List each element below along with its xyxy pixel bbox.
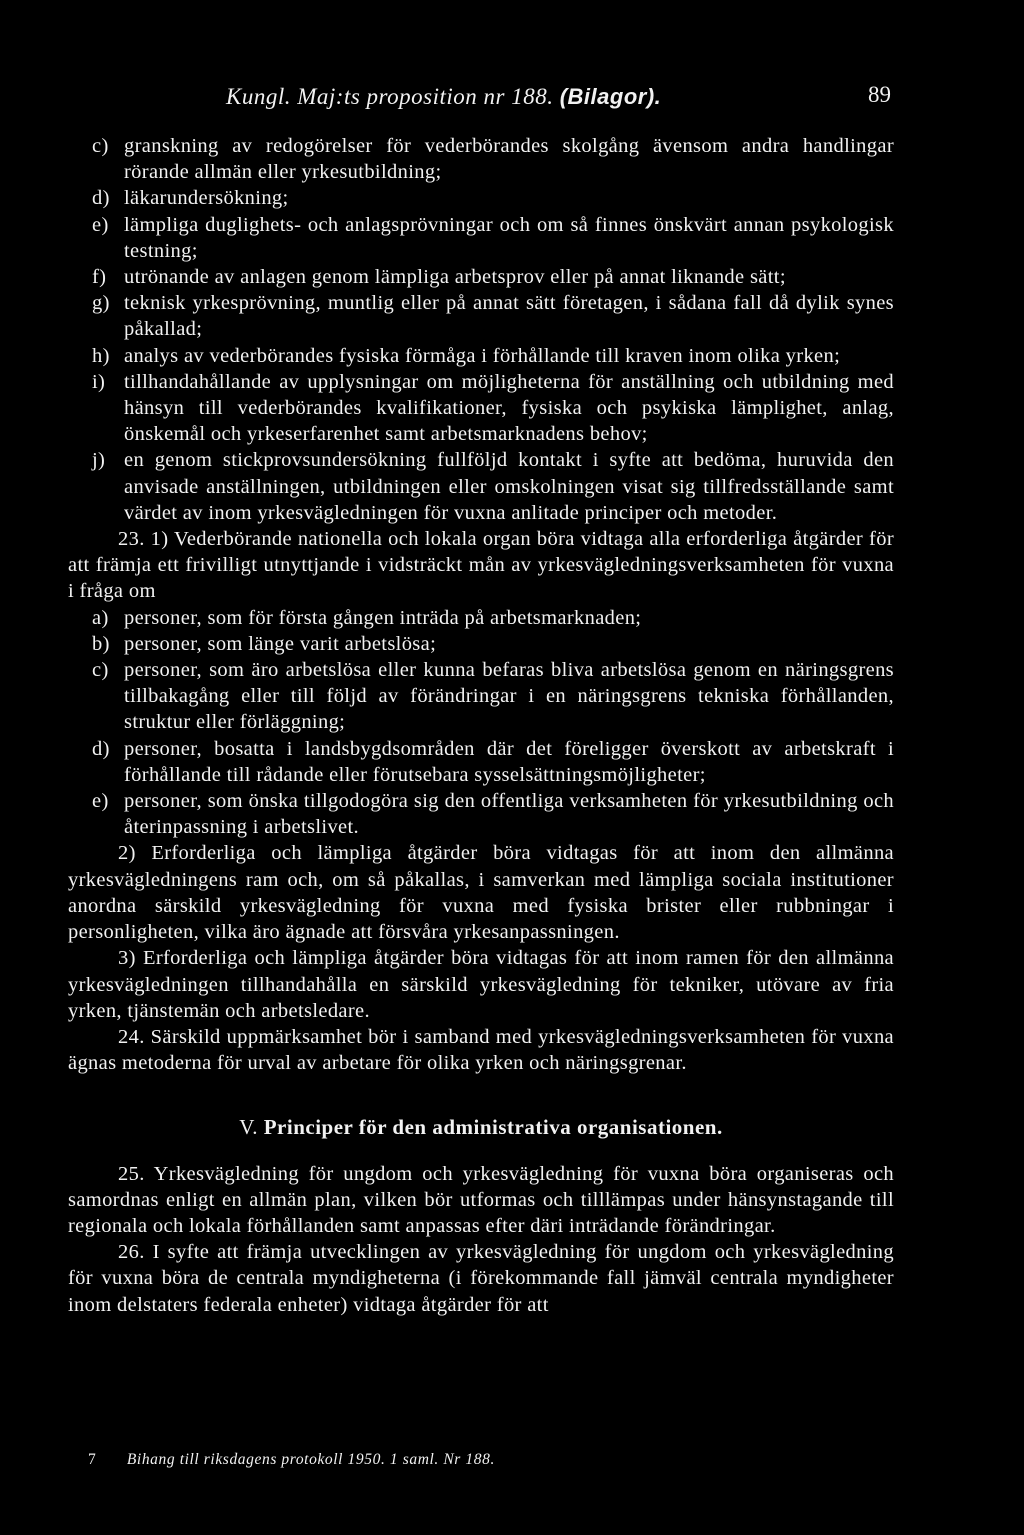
list-item-label: e) — [92, 790, 109, 813]
section-heading — [68, 1114, 894, 1140]
list-item-label: c) — [92, 659, 109, 682]
list-item-label: c) — [92, 135, 109, 157]
list-item-text: personer, bosatta i landsbygdsområden där det föreligger överskott av arbetskraft i förhållande till rådande eller förutsebara sysselsättningsmöjligheter; — [124, 737, 894, 786]
list-item — [68, 290, 894, 342]
list-item — [68, 369, 894, 448]
list-item — [68, 447, 894, 526]
page-number: 89 — [868, 82, 891, 107]
list-item-text: personer, som äro arbetslösa eller kunna befaras bliva arbetslösa genom en näringsgrens tillbakagång eller till följd av förändringar i en näringsgrens tekniska förhållanden, struktur eller förläggning; — [124, 659, 894, 734]
header-bilagor: (Bilagor). — [559, 84, 662, 109]
list-item-text: personer, som önska tillgodogöra sig den offentliga verksamheten för yrkesutbildning och återinpassning i arbetslivet. — [124, 790, 894, 839]
paragraph-23-1: 23. 1) Vederbörande nationella och lokala organ böra vidtaga alla erforderliga åtgärder för att främja ett frivilligt utnyttjande i vidsträckt mån av yrkesvägledningsverksamheten för vuxna i fråga om — [68, 528, 894, 603]
list-item-text: personer, som länge varit arbetslösa; — [124, 632, 437, 655]
section-heading-number: V. — [239, 1115, 258, 1140]
body-text — [68, 133, 894, 1318]
list-item — [68, 133, 894, 185]
list-item — [68, 343, 894, 369]
paragraph-24: 24. Särskild uppmärksamhet bör i samband med yrkesvägledningsverksamheten för vuxna ägnas metoderna för urval av arbetare för olika yrken och näringsgrenar. — [68, 1025, 894, 1075]
list-item-label: h) — [92, 344, 110, 367]
list-item-text: utrönande av anlagen genom lämpliga arbetsprov eller på annat liknande sätt; — [124, 266, 786, 289]
list-item-label: e) — [92, 213, 109, 236]
header-title — [226, 84, 661, 110]
section-heading-text: Principer för den administrativa organisationen. — [263, 1115, 723, 1140]
paragraph-26: 26. I syfte att främja utvecklingen av yrkesvägledning för ungdom och yrkesvägledning för vuxna böra de centrala myndigheterna (i förekommande fall jämväl centrala myndigheter inom delstaters federala enheter) vidtaga åtgärder för att — [68, 1241, 894, 1316]
list-item — [68, 264, 894, 290]
list-item — [68, 657, 894, 736]
list-item-text: granskning av redogörelser för vederbörandes skolgång ävensom andra handlingar rörande allmän eller yrkesutbildning; — [124, 135, 894, 184]
footer-signature-mark: 7 — [88, 1451, 97, 1468]
list-item-label: j) — [92, 449, 106, 472]
list-item — [68, 631, 894, 657]
header-title-text: Kungl. Maj:ts proposition nr 188. — [226, 84, 554, 109]
list-item — [68, 185, 894, 211]
list-item-label: a) — [92, 606, 109, 629]
list-item-label: d) — [92, 187, 110, 210]
paragraph-25: 25. Yrkesvägledning för ungdom och yrkesvägledning för vuxna böra organiseras och samordnas enligt en allmän plan, vilken bör utformas och tilllämpas under hänsynstagande till regionala och lokala förhållanden samt anpassas efter däri inträdande förändringar. — [68, 1162, 894, 1237]
list-item-label: g) — [92, 292, 110, 315]
list-item-label: d) — [92, 737, 110, 760]
paragraph-23-3: 3) Erforderliga och lämpliga åtgärder böra vidtagas för att inom ramen för den allmänna yrkesvägledningen tillhandahålla en särskild yrkesvägledning för tekniker, utövare av fria yrken, tjänstemän och arbetsledare. — [68, 947, 894, 1022]
list-item-text: tillhandahållande av upplysningar om möjligheterna för anställning och utbildning med hänsyn till vederbörandes kvalifikationer, fysiska och psykiska lämplighet, anlag, önskemål och yrkeserfarenhet samt arbetsmarknadens behov; — [124, 370, 894, 446]
page-header — [0, 84, 1024, 116]
list-item — [68, 212, 894, 264]
list-item-text: en genom stickprovsundersökning fullföljd kontakt i syfte att bedöma, huruvida den anvisade anställningen, utbildningen eller omskolningen visat sig tillfredsställande samt värdet av inom yrkesvägledningen för vuxna anlitade principer och metoder. — [124, 449, 894, 524]
list-item — [68, 736, 894, 788]
list-item-text: läkarundersökning; — [124, 187, 289, 210]
paragraph-23-2: 2) Erforderliga och lämpliga åtgärder böra vidtagas för att inom den allmänna yrkesvägledningens ram och, om så påkallas, i samverkan med lämpliga sociala institutioner anordna särskild yrkesvägledning för vuxna med fysiska brister eller rubbningar i personligheten, vilka äro ägnade att försvåra yrkesanpassningen. — [68, 842, 894, 944]
list-item-text: personer, som för första gången inträda på arbetsmarknaden; — [124, 606, 642, 629]
list-item-label: i) — [92, 370, 106, 393]
list-item — [68, 605, 894, 631]
list-item-label: b) — [92, 632, 110, 655]
list-item-text: teknisk yrkesprövning, muntlig eller på annat sätt företagen, i sådana fall då dylik synes påkallad; — [124, 292, 894, 341]
list-item-label: f) — [92, 266, 107, 289]
list-item-text: lämpliga duglighets- och anlagsprövningar och om så finnes önskvärt annan psykologisk testning; — [124, 213, 894, 262]
list-item — [68, 788, 894, 840]
list-item-text: analys av vederbörandes fysiska förmåga i förhållande till kraven inom olika yrken; — [124, 344, 841, 367]
footer-text: Bihang till riksdagens protokoll 1950. 1 saml. Nr 188. — [126, 1451, 495, 1468]
page-footer — [88, 1451, 788, 1469]
list-c-to-j — [68, 133, 894, 526]
list-a-to-e — [68, 605, 894, 841]
